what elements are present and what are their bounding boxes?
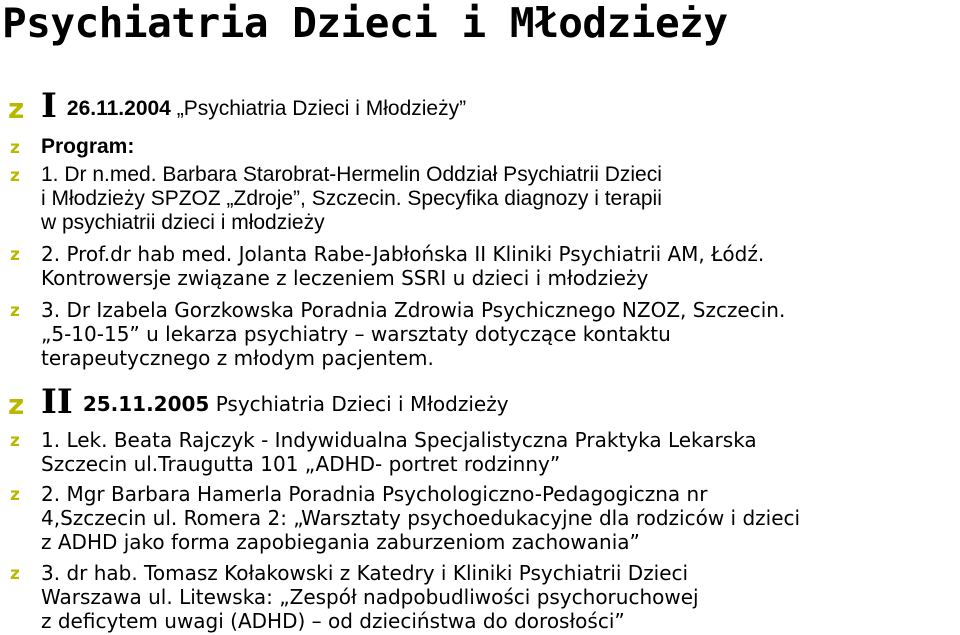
- item-line: 4,Szczecin ul. Romera 2: „Warsztaty psychoedukacyjne dla rodziców i dzieci: [41, 506, 801, 530]
- bullet-icon: z: [8, 388, 25, 421]
- item-line: z deficytem uwagi (ADHD) – od dzieciństwa do dorosłości”: [41, 609, 625, 633]
- item-line: 1. Lek. Beata Rajczyk - Indywidualna Specjalistyczna Praktyka Lekarska: [41, 428, 757, 452]
- bullet-icon: z: [10, 564, 20, 584]
- item-line: 2. Prof.dr hab med. Jolanta Rabe-Jabłońska II Kliniki Psychiatrii AM, Łódź.: [41, 242, 765, 266]
- item-line: 3. dr hab. Tomasz Kołakowski z Katedry i Kliniki Psychiatrii Dzieci: [41, 561, 689, 585]
- program-label: Program:: [41, 135, 135, 158]
- item-line: Kontrowersje związane z leczeniem SSRI u dzieci i młodzieży: [41, 266, 649, 290]
- session-1-date: 26.11.2004: [66, 97, 171, 120]
- item-line: „5-10-15” u lekarza psychiatry – warsztaty dotyczące kontaktu: [41, 322, 671, 346]
- bullet-icon: z: [10, 431, 20, 451]
- session-2-name: Psychiatria Dzieci i Młodzieży: [215, 392, 509, 416]
- bullet-icon: z: [10, 485, 20, 505]
- item-line: i Młodzieży SPZOZ „Zdroje”, Szczecin. Specyfika diagnozy i terapii: [41, 187, 662, 210]
- bullet-icon: z: [10, 245, 20, 265]
- item-line: 1. Dr n.med. Barbara Starobrat-Hermelin Oddział Psychiatrii Dzieci: [41, 163, 662, 186]
- bullet-icon: z: [10, 138, 20, 158]
- session-1-name: „Psychiatria Dzieci i Młodzieży”: [176, 97, 467, 120]
- bullet-icon: z: [8, 92, 25, 125]
- bullet-icon: z: [10, 166, 20, 186]
- item-line: 3. Dr Izabela Gorzkowska Poradnia Zdrowia Psychicznego NZOZ, Szczecin.: [41, 298, 786, 322]
- item-line: w psychiatrii dzieci i młodzieży: [41, 211, 325, 234]
- item-line: Warszawa ul. Litewska: „Zespół nadpobudliwości psychoruchowej: [41, 585, 699, 609]
- item-line: z ADHD jako forma zapobiegania zaburzeniom zachowania”: [41, 530, 640, 554]
- item-line: terapeutycznego z młodym pacjentem.: [41, 346, 434, 370]
- item-line: 2. Mgr Barbara Hamerla Poradnia Psychologiczno-Pedagogiczna nr: [41, 482, 708, 506]
- session-1-numeral: I: [41, 86, 57, 126]
- session-2-numeral: II: [41, 382, 73, 422]
- slide-title: Psychiatria Dzieci i Młodzieży: [2, 0, 728, 47]
- bullet-icon: z: [10, 301, 20, 321]
- session-2-date: 25.11.2005: [82, 392, 210, 416]
- item-line: Szczecin ul.Traugutta 101 „ADHD- portret rodzinny”: [41, 452, 561, 476]
